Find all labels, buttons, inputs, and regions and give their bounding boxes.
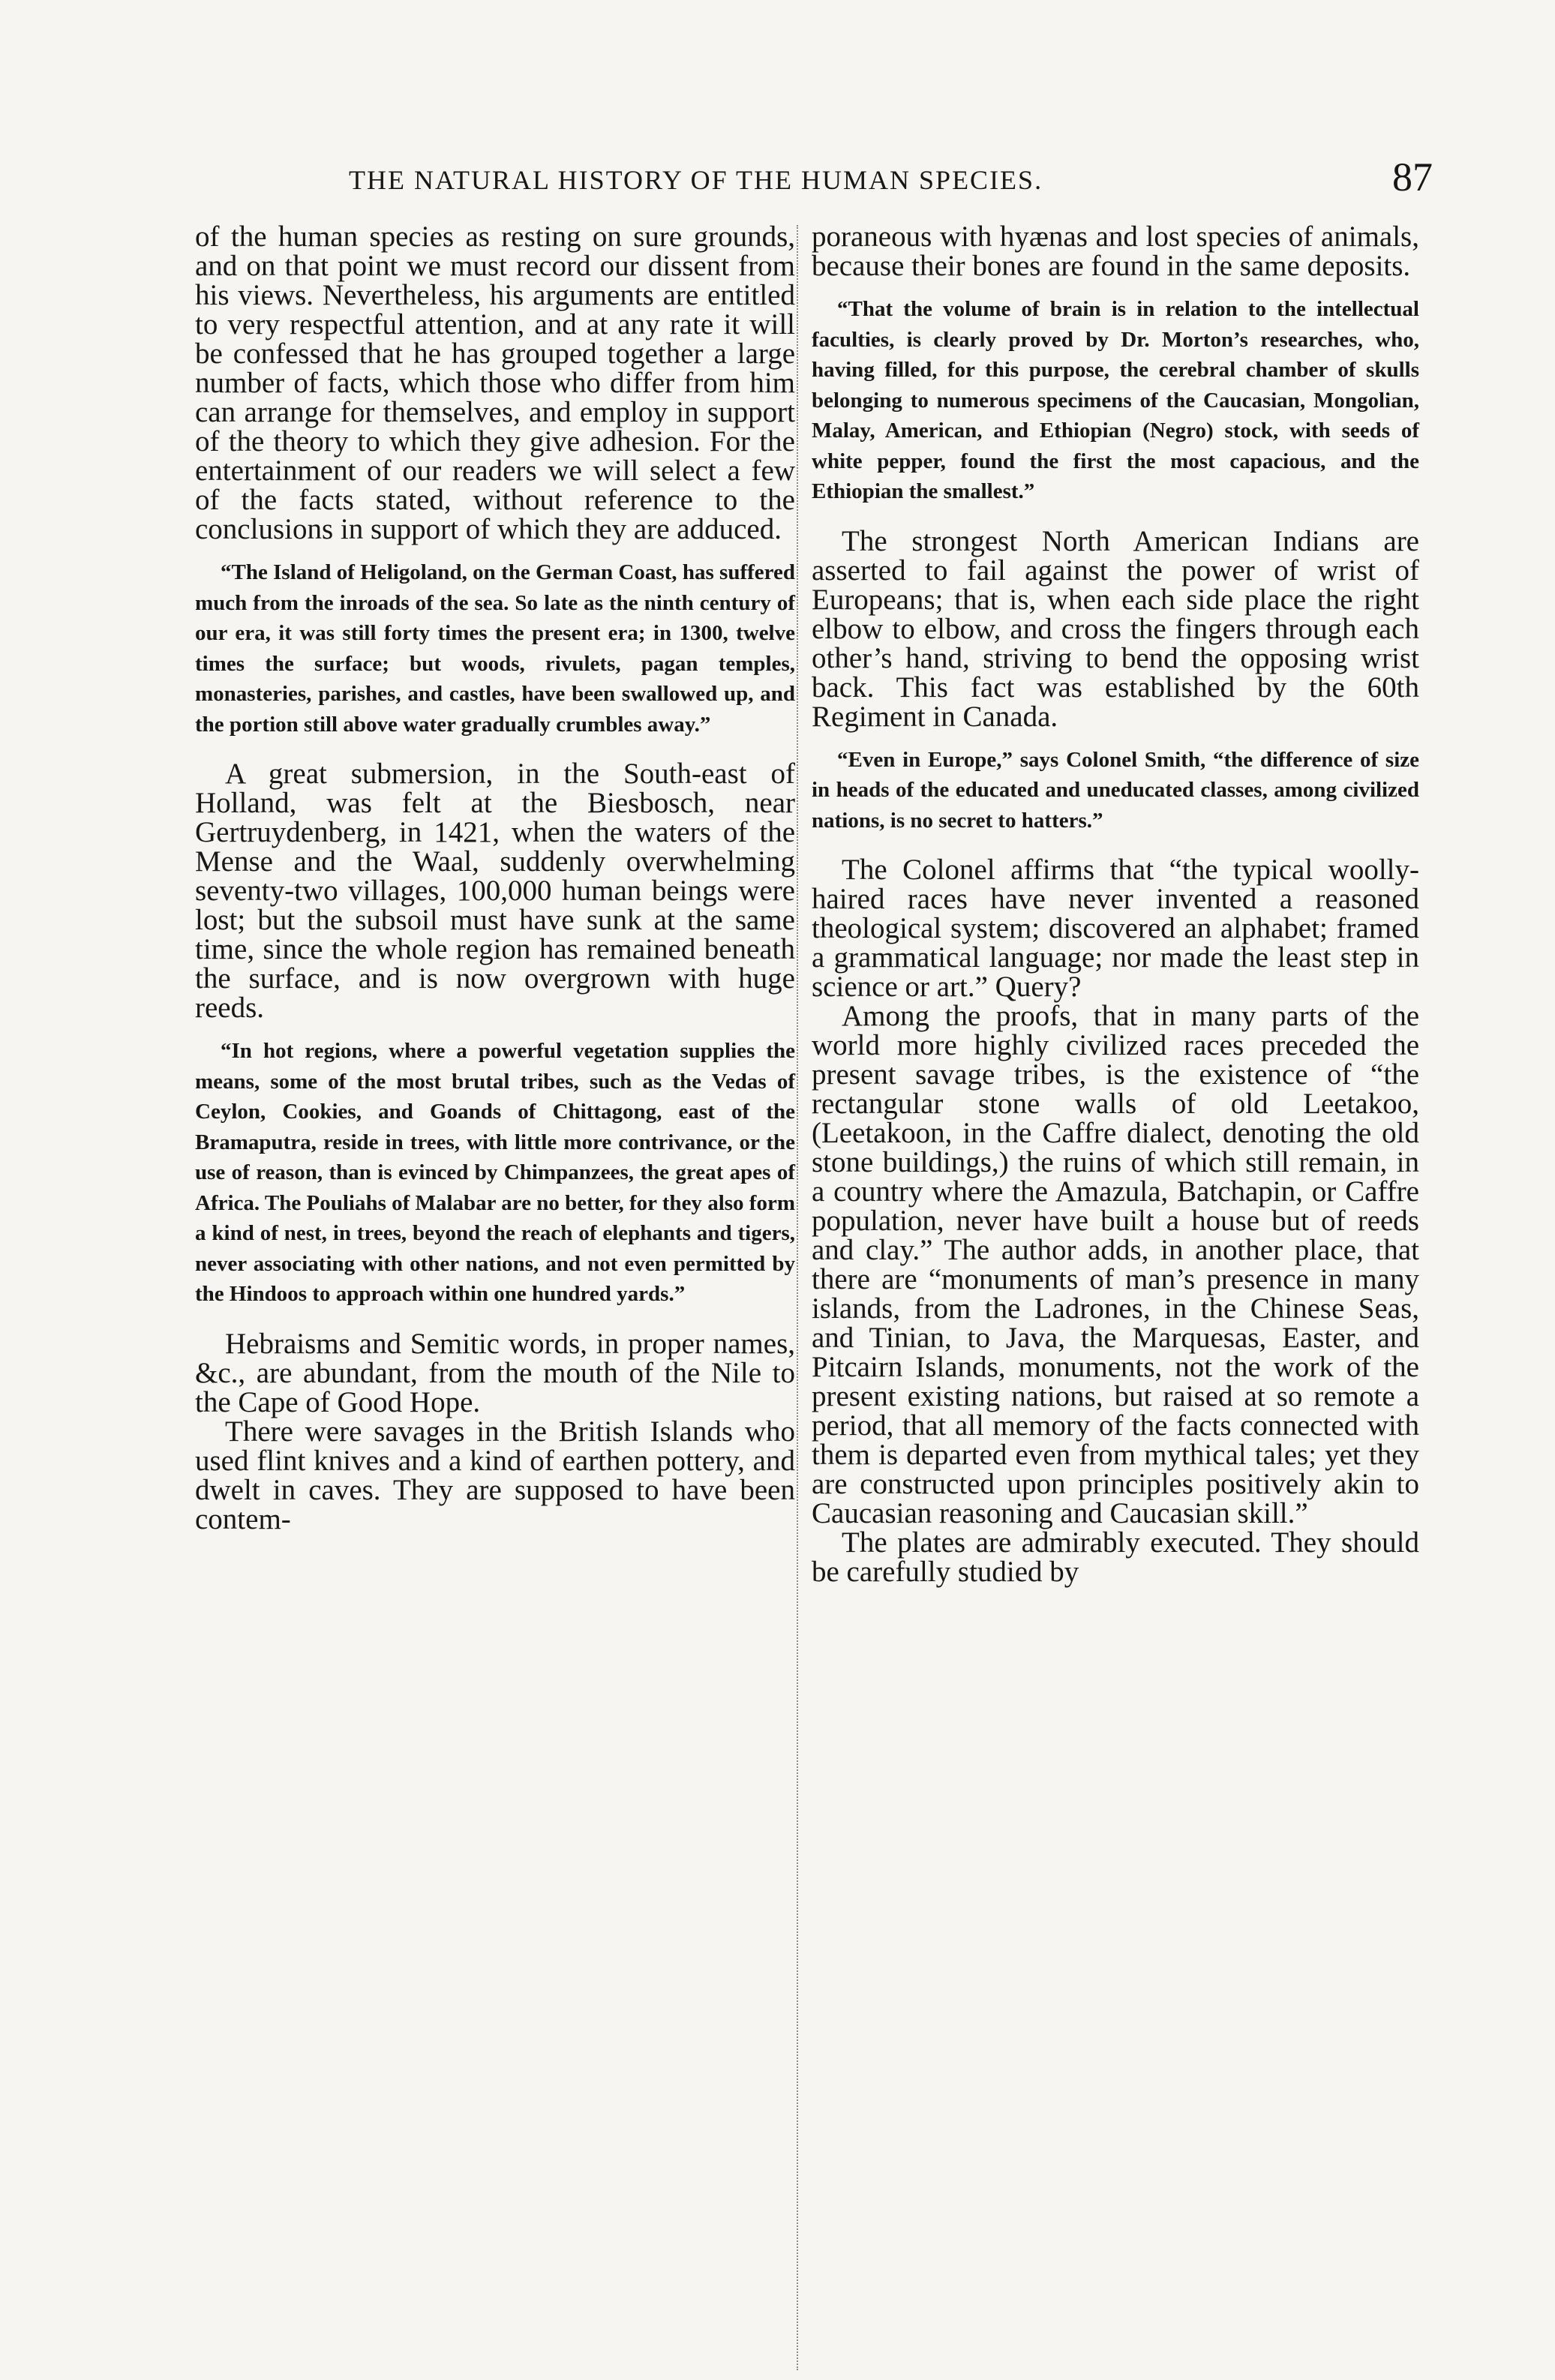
paragraph: Among the proofs, that in many parts of the world more highly civilized races preceded the present savage tribes, is the existence of “the rectangular stone walls of old Leetakoo, (Leetakoon, in the Caffre dialect, denoting the old stone buildings,) the ruins of which still remain, in a country where the Amazula, Batchapin, or Caffre population, never have built a house but of reeds and clay.” The author adds, in another place, that there are “monuments of man’s presence in many islands, from the Ladrones, in the Chinese Seas, and Tinian, to Java, the Marquesas, Easter, and Pitcairn Islands, monuments, not the work of the present existing nations, but raised at so remote a period, that all memory of the facts connected with them is departed even from mythical tales; yet they are constructed upon principles positively akin to Caucasian reasoning and Caucasian skill.” [812,1000,1419,1529]
paragraph: There were savages in the British Islands who used flint knives and a kind of earthen pottery, and dwelt in caves. They are supposed to have been contem- [195,1415,795,1535]
quotation: “That the volume of brain is in relation to the intellectual faculties, is clearly proved by Dr. Morton’s researches, who, having filled, for this purpose, the cerebral chamber of skulls belonging to numerous specimens of the Caucasian, Mongolian, Malay, American, and Ethiopian (Negro) stock, with seeds of white pepper, found the first the most capacious, and the Ethiopian the smallest.” [812,297,1419,503]
paragraph: A great submersion, in the South-east of Holland, was felt at the Biesbosch, near Gertruydenberg, in 1421, when the waters of the Mense and the Waal, suddenly overwhelming seventy-two villages, 100,000 human beings were lost; but the subsoil must have sunk at the same time, since the whole region has remained beneath the surface, and is now overgrown with huge reeds. [195,758,795,1024]
right-column [812,222,1419,1586]
paragraph: of the human species as resting on sure grounds, and on that point we must record our dissent from his views. Nevertheless, his arguments are entitled to very respectful attention, and at any rate it will be confessed that he has grouped together a large number of facts, which those who differ from him can arrange for themselves, and employ in support of the theory to which they give adhesion. For the entertainment of our readers we will select a few of the facts stated, without reference to the conclusions in support of which they are adduced. [195,221,795,545]
page-header [191,154,1433,221]
left-column [195,222,795,1534]
quotation: “Even in Europe,” says Colonel Smith, “the difference of size in heads of the educated and uneducated classes, among civilized nations, is no secret to hatters.” [812,747,1419,833]
paragraph: poraneous with hyænas and lost species of animals, because their bones are found in the same deposits. [812,221,1419,282]
quotation: “The Island of Heligoland, on the German Coast, has suffered much from the inroads of the sea. So late as the ninth century of our era, it was still forty times the present era; in 1300, twelve times the surface; but woods, rivulets, pagan temples, monasteries, parishes, and castles, have been swallowed up, and the portion still above water gradually crumbles away.” [195,560,795,737]
column-divider [797,225,798,2370]
running-head: THE NATURAL HISTORY OF THE HUMAN SPECIES. [349,165,1043,195]
paragraph: Hebraisms and Semitic words, in proper names, &c., are abundant, from the mouth of the Nile to the Cape of Good Hope. [195,1327,795,1418]
paragraph: The Colonel affirms that “the typical woolly-haired races have never invented a reasoned theological system; discovered an alphabet; framed a grammatical language; nor made the least step in science or art.” Query? [812,854,1419,1003]
paragraph: The strongest North American Indians are asserted to fail against the power of wrist of Europeans; that is, when each side place the right elbow to elbow, and cross the fingers through each other’s hand, striving to bend the opposing wrist back. This fact was established by the 60th Regiment in Canada. [812,524,1419,733]
paragraph: The plates are admirably executed. They should be carefully studied by [812,1526,1419,1588]
page-number: 87 [1392,155,1433,200]
quotation: “In hot regions, where a powerful vegetation supplies the means, some of the most brutal tribes, such as the Vedas of Ceylon, Cookies, and Goands of Chittagong, east of the Bramaputra, reside in trees, with little more contrivance, or the use of reason, than is evinced by Chimpanzees, the great apes of Africa. The Pouliahs of Malabar are no better, for they also form a kind of nest, in trees, beyond the reach of elephants and tigers, never associating with other nations, and not even permitted by the Hindoos to approach within one hundred yards.” [195,1039,795,1306]
